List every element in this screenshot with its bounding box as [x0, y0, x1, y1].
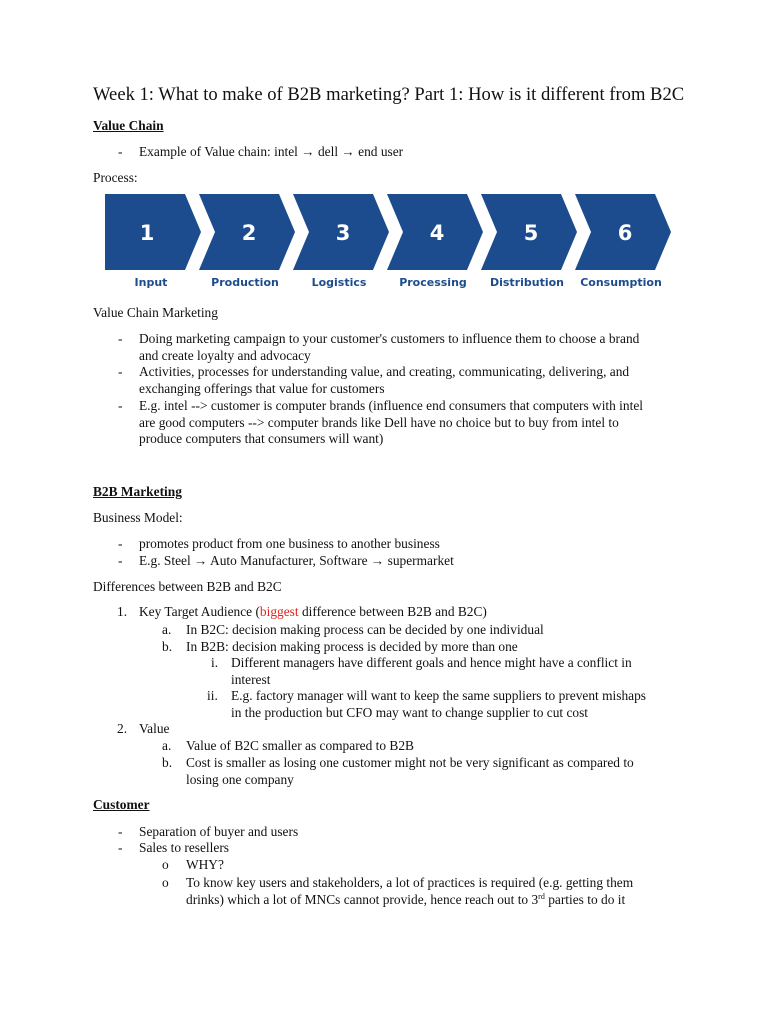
dash-marker: - — [118, 398, 123, 413]
customer-sub-text: WHY? — [186, 857, 224, 872]
dash-marker: - — [118, 553, 123, 568]
customer-text — [139, 824, 298, 841]
marketing-item — [118, 398, 643, 448]
value-sub-text — [186, 755, 634, 788]
number-marker: 1. — [117, 604, 128, 619]
value-sub-item — [162, 738, 414, 755]
process-step-label: Consumption — [580, 276, 662, 288]
customer-sub-item — [162, 857, 224, 874]
key-target-sub-text — [186, 622, 544, 639]
marketing-text — [139, 364, 629, 397]
process-step-label: Distribution — [489, 276, 565, 288]
circle-marker: o — [162, 857, 169, 872]
customer-heading: Customer — [93, 797, 150, 812]
value-sub-line: losing one company — [186, 771, 294, 787]
dash-marker: - — [118, 144, 123, 159]
marketing-text — [139, 398, 643, 448]
customer-sub-item — [162, 875, 633, 908]
customer-sub-text — [186, 875, 633, 908]
key-target-roman-line: in the production but CFO may want to change supplier to cut cost — [231, 704, 589, 720]
roman-marker: ii. — [207, 688, 218, 703]
key-target-post: difference between B2B and B2C) — [298, 604, 487, 619]
value-chain-marketing-label: Value Chain Marketing — [93, 305, 218, 320]
number-marker: 2. — [117, 721, 128, 736]
process-label: Process: — [93, 170, 138, 185]
process-step-label: Logistics — [311, 276, 367, 288]
value-chain-example-item — [118, 144, 403, 161]
value-item — [117, 721, 170, 738]
roman-marker: i. — [211, 655, 219, 670]
process-step-number: 2 — [241, 221, 257, 245]
process-step-number: 6 — [617, 221, 633, 245]
customer-sub-line-pre: drinks) which a lot of MNCs cannot provide, hence reach out to 3 — [186, 891, 539, 907]
key-target-roman-text — [231, 688, 646, 721]
customer-line: Separation of buyer and users — [139, 824, 299, 839]
key-target-text — [139, 604, 487, 621]
marketing-line: are good computers --> computer brands like Dell have no choice but to buy from intel to — [139, 414, 619, 430]
business-model-line: E.g. Steel → Auto Manufacturer, Software → supermarket — [139, 553, 454, 568]
process-step-number: 3 — [335, 221, 351, 245]
customer-text — [139, 840, 229, 857]
value-chain-heading: Value Chain — [93, 118, 164, 133]
customer-item — [118, 824, 298, 841]
dash-marker: - — [118, 364, 123, 379]
letter-marker: a. — [162, 738, 172, 753]
value-sub-line: Value of B2C smaller as compared to B2B — [186, 738, 414, 753]
key-target-sub-item — [162, 639, 518, 656]
process-step-label: Input — [134, 276, 168, 288]
customer-line: Sales to resellers — [139, 840, 229, 855]
superscript: rd — [538, 891, 545, 901]
marketing-item — [118, 331, 639, 364]
process-step-number: 4 — [429, 221, 445, 245]
business-model-text — [139, 536, 440, 553]
marketing-line: and create loyalty and advocacy — [139, 347, 311, 363]
key-target-roman-item — [211, 655, 632, 688]
key-target-roman-line: interest — [231, 671, 271, 687]
marketing-line: exchanging offerings that value for customers — [139, 380, 385, 396]
business-model-item — [118, 553, 454, 570]
letter-marker: b. — [162, 639, 173, 654]
letter-marker: b. — [162, 755, 173, 770]
business-model-label: Business Model: — [93, 510, 183, 525]
key-target-roman-text — [231, 655, 632, 688]
differences-label: Differences between B2B and B2C — [93, 579, 282, 594]
value-sub-item — [162, 755, 634, 788]
business-model-text — [139, 553, 454, 570]
b2b-marketing-heading: B2B Marketing — [93, 484, 182, 499]
marketing-line: Activities, processes for understanding value, and creating, communicating, delivering, and — [139, 364, 630, 379]
value-sub-line: Cost is smaller as losing one customer might not be very significant as compared to — [186, 755, 634, 770]
process-diagram — [105, 194, 671, 288]
value-sub-text — [186, 738, 414, 755]
key-target-roman-item — [207, 688, 646, 721]
process-step-number: 1 — [139, 221, 155, 245]
business-model-line: promotes product from one business to another business — [139, 536, 440, 551]
process-step-number: 5 — [523, 221, 539, 245]
dash-marker: - — [118, 536, 123, 551]
page-title: Week 1: What to make of B2B marketing? Part 1: How is it different from B2C — [93, 84, 685, 105]
key-target-item — [117, 604, 487, 621]
customer-sub-line — [186, 892, 633, 909]
dash-marker: - — [118, 824, 123, 839]
business-model-item — [118, 536, 440, 553]
marketing-line: E.g. intel --> customer is computer brands (influence end consumers that computers with intel — [139, 398, 643, 413]
key-target-sub-line: In B2B: decision making process is decided by more than one — [186, 639, 518, 654]
customer-item — [118, 840, 229, 857]
value-chain-example: Example of Value chain: intel → dell → end user — [139, 144, 404, 159]
key-target-roman-line: Different managers have different goals and hence might have a conflict in — [231, 655, 632, 670]
key-target-sub-item — [162, 622, 544, 639]
marketing-item — [118, 364, 629, 397]
key-target-emph: biggest — [259, 604, 299, 619]
value-label: Value — [139, 721, 170, 736]
key-target-sub-text — [186, 639, 518, 656]
key-target-roman-line: E.g. factory manager will want to keep the same suppliers to prevent mishaps — [231, 688, 646, 703]
dash-marker: - — [118, 331, 123, 346]
marketing-text — [139, 331, 639, 364]
marketing-line: produce computers that consumers will want) — [139, 431, 384, 447]
dash-marker: - — [118, 840, 123, 855]
process-step-label: Processing — [399, 276, 467, 288]
key-target-pre: Key Target Audience ( — [139, 604, 260, 619]
key-target-sub-line: In B2C: decision making process can be decided by one individual — [186, 622, 544, 637]
process-step-label: Production — [211, 276, 279, 288]
customer-sub-line: To know key users and stakeholders, a lot of practices is required (e.g. getting them — [186, 875, 634, 890]
marketing-line: Doing marketing campaign to your customer's customers to influence them to choose a brand — [139, 331, 640, 346]
letter-marker: a. — [162, 622, 172, 637]
circle-marker: o — [162, 875, 169, 890]
customer-sub-line-post: parties to do it — [544, 891, 626, 907]
